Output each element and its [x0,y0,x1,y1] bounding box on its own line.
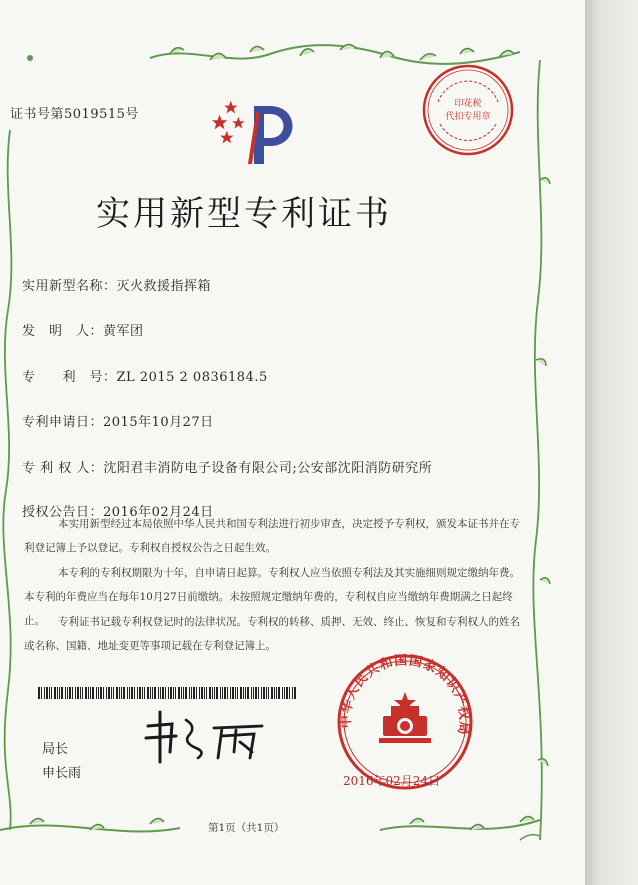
paragraph-grant: 本实用新型经过本局依照中华人民共和国专利法进行初步审查，决定授予专利权，颁发本证书并在专利登记簿上予以登记。专利权自授权公告之日起生效。 [24,518,520,554]
certificate-number: 证书号第5019515号 [10,107,139,122]
patent-number: 专 利 号：ZL 2015 2 0836184.5 [22,370,268,385]
page-number: 第1页（共1页） [208,822,285,834]
svg-text:中华人民共和国国家知识产权局: 中华人民共和国国家知识产权局 [338,653,472,737]
agency-stamp [420,62,516,158]
patent-holder: 专 利 权 人：沈阳君丰消防电子设备有限公司;公安部沈阳消防研究所 [22,461,433,476]
patent-office-logo [208,98,308,168]
publication-date: 授权公告日：2016年02月24日 [22,505,214,520]
vine-border-left [0,130,20,830]
certificate-title: 实用新型专利证书 [96,194,392,234]
director-label: 局长 [42,742,69,757]
vine-border-right [528,60,552,840]
paragraph-term: 本专利的专利权期限为十年，自申请日起算。专利权人应当依照专利法及其实施细则规定缴纳年费。本专利的年费应当在每年10月27日前缴纳。未按照规定缴纳年费的，专利权自应当缴纳年费期满之日起终止。 [24,567,520,627]
paper-edge [585,0,638,885]
vine-border-bottom [0,800,585,850]
svg-text:印花税: 印花税 [454,99,482,109]
barcode [38,687,298,699]
seal-date: 2016年02月24日 [343,774,441,788]
paragraph-register: 专利证书记载专利权登记时的法律状况。专利权的转移、质押、无效、终止、恢复和专利权人的姓名或名称、国籍、地址变更等事项记载在专利登记簿上。 [24,616,520,652]
national-ip-seal [335,652,475,792]
filing-date: 专利申请日：2015年10月27日 [22,415,214,430]
director-name: 申长雨 [42,766,82,781]
svg-text:代扣专用章: 代扣专用章 [445,112,491,122]
director-signature [142,706,282,766]
utility-model-name: 实用新型名称：灭火救援指挥箱 [22,279,212,294]
inventor: 发 明 人：黄军团 [22,324,144,339]
